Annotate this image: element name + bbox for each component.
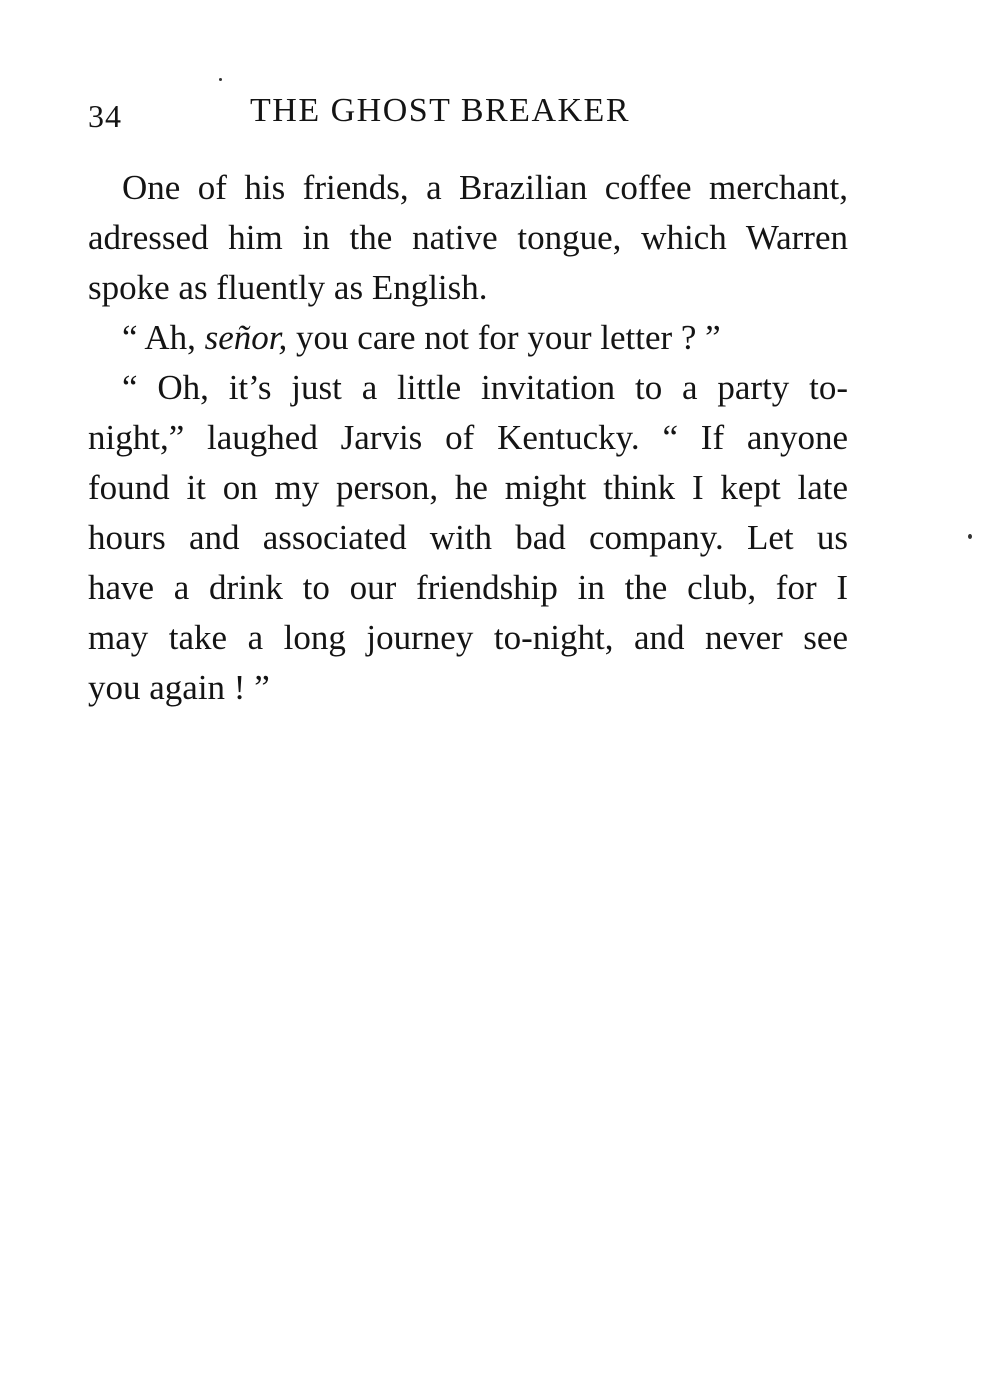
paragraph-3-line-4: hours and associated with bad company. Let us [88, 518, 848, 557]
paragraph-3-line-7: you again ! ” [88, 668, 270, 707]
paragraph-3-line-5: have a drink to our friendship in the club, for I [88, 568, 848, 607]
scan-speck [968, 534, 972, 539]
paragraph-3-line-2: night,” laughed Jarvis of Kentucky. “ If anyone [88, 418, 848, 457]
paragraph-3-line-6: may take a long journey to-night, and never see [88, 618, 848, 657]
paragraph-3-line-1: “ Oh, it’s just a little invitation to a party to- [122, 368, 848, 407]
page-number: 34 [88, 98, 122, 134]
paragraph-1-line-3: spoke as fluently as English. [88, 268, 488, 307]
paragraph-3-line-3: found it on my person, he might think I kept late [88, 468, 848, 507]
body-text [88, 163, 848, 713]
paragraph-2-italic-word: señor, [204, 318, 288, 357]
paragraph-2 [88, 313, 848, 363]
paragraph-1-line-2: adressed him in the native tongue, which Warren [88, 218, 848, 257]
paragraph-2-rest: you care not for your letter ? ” [287, 318, 721, 357]
running-title: THE GHOST BREAKER [250, 92, 630, 129]
paragraph-2-open: “ Ah, [122, 318, 205, 357]
running-header [88, 92, 848, 138]
paragraph-1-line-1: One of his friends, a Brazilian coffee merchant, [122, 168, 848, 207]
scan-speck [219, 78, 222, 81]
